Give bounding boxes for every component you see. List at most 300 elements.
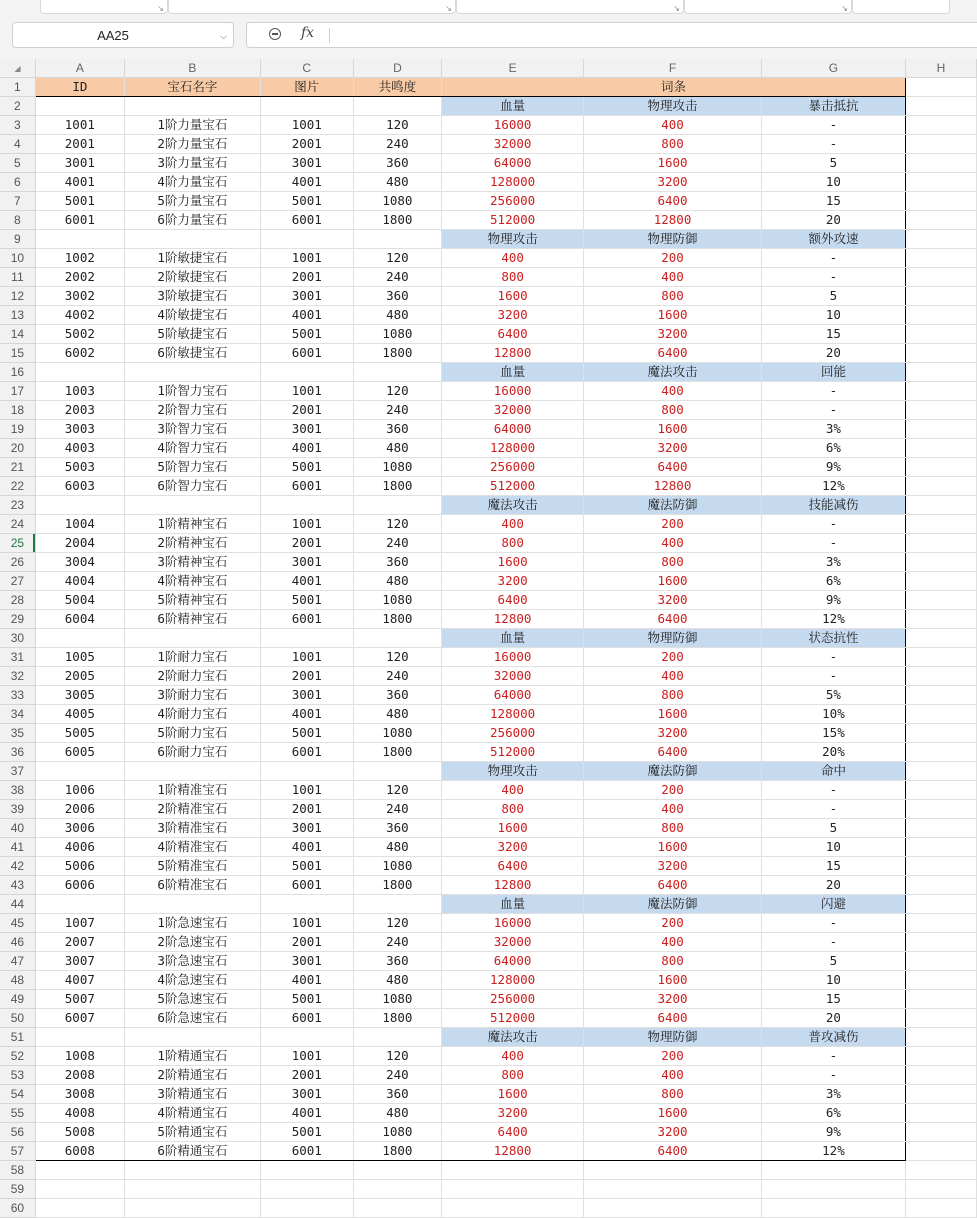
gem-id[interactable]: 4001 xyxy=(35,173,124,192)
cell[interactable] xyxy=(584,1199,762,1218)
gem-name[interactable]: 5阶敏捷宝石 xyxy=(124,325,260,344)
cell[interactable] xyxy=(124,496,260,515)
gem-pic[interactable]: 2001 xyxy=(260,933,353,952)
launcher-arrow-icon[interactable]: ↘ xyxy=(445,4,452,13)
gem-pic[interactable]: 4001 xyxy=(260,1104,353,1123)
stat-value-2[interactable]: 12800 xyxy=(584,211,762,230)
row-header[interactable]: 53 xyxy=(0,1066,35,1085)
gem-pic[interactable]: 6001 xyxy=(260,211,353,230)
gem-id[interactable]: 5006 xyxy=(35,857,124,876)
stat-value-1[interactable]: 128000 xyxy=(442,971,584,990)
cell[interactable] xyxy=(905,1123,976,1142)
row-header[interactable]: 38 xyxy=(0,781,35,800)
stat-value-3[interactable]: - xyxy=(761,401,905,420)
gem-resonance[interactable]: 120 xyxy=(353,116,441,135)
stat-header[interactable]: 物理防御 xyxy=(584,1028,762,1047)
gem-pic[interactable]: 1001 xyxy=(260,781,353,800)
cell[interactable] xyxy=(905,420,976,439)
stat-value-1[interactable]: 1600 xyxy=(442,553,584,572)
stat-value-1[interactable]: 128000 xyxy=(442,439,584,458)
gem-resonance[interactable]: 1800 xyxy=(353,743,441,762)
row-header[interactable]: 46 xyxy=(0,933,35,952)
gem-name[interactable]: 6阶敏捷宝石 xyxy=(124,344,260,363)
stat-value-2[interactable]: 1600 xyxy=(584,572,762,591)
gem-id[interactable]: 2006 xyxy=(35,800,124,819)
stat-value-2[interactable]: 3200 xyxy=(584,1123,762,1142)
gem-name[interactable]: 2阶急速宝石 xyxy=(124,933,260,952)
row-header[interactable]: 12 xyxy=(0,287,35,306)
column-header-d[interactable]: D xyxy=(353,59,441,78)
stat-value-3[interactable]: 15 xyxy=(761,192,905,211)
row-header[interactable]: 8 xyxy=(0,211,35,230)
cell[interactable] xyxy=(905,1142,976,1161)
cell[interactable] xyxy=(905,1104,976,1123)
cell[interactable] xyxy=(124,363,260,382)
stat-value-1[interactable]: 400 xyxy=(442,781,584,800)
stat-value-3[interactable]: 20 xyxy=(761,211,905,230)
gem-pic[interactable]: 3001 xyxy=(260,1085,353,1104)
gem-pic[interactable]: 1001 xyxy=(260,515,353,534)
cell[interactable] xyxy=(353,895,441,914)
launcher-arrow-icon[interactable]: ↘ xyxy=(157,4,164,13)
stat-value-1[interactable]: 800 xyxy=(442,1066,584,1085)
cell[interactable] xyxy=(124,1161,260,1180)
cell[interactable] xyxy=(260,496,353,515)
gem-id[interactable]: 2003 xyxy=(35,401,124,420)
cell[interactable] xyxy=(35,97,124,116)
stat-value-1[interactable]: 16000 xyxy=(442,116,584,135)
cell[interactable] xyxy=(905,439,976,458)
stat-value-3[interactable]: 3% xyxy=(761,553,905,572)
row-header[interactable]: 11 xyxy=(0,268,35,287)
gem-pic[interactable]: 4001 xyxy=(260,173,353,192)
stat-value-3[interactable]: 12% xyxy=(761,610,905,629)
stat-value-2[interactable]: 800 xyxy=(584,952,762,971)
stat-header[interactable]: 魔法防御 xyxy=(584,496,762,515)
cell[interactable] xyxy=(905,515,976,534)
cell[interactable] xyxy=(905,458,976,477)
stat-value-1[interactable]: 3200 xyxy=(442,1104,584,1123)
gem-id[interactable]: 4008 xyxy=(35,1104,124,1123)
cell[interactable] xyxy=(905,648,976,667)
stat-value-1[interactable]: 256000 xyxy=(442,724,584,743)
row-header[interactable]: 22 xyxy=(0,477,35,496)
gem-name[interactable]: 1阶耐力宝石 xyxy=(124,648,260,667)
stat-value-3[interactable]: 5 xyxy=(761,819,905,838)
column-header-g[interactable]: G xyxy=(761,59,905,78)
row-header[interactable]: 36 xyxy=(0,743,35,762)
gem-name[interactable]: 2阶精准宝石 xyxy=(124,800,260,819)
cell[interactable] xyxy=(124,1199,260,1218)
row-header[interactable]: 56 xyxy=(0,1123,35,1142)
gem-resonance[interactable]: 360 xyxy=(353,287,441,306)
gem-name[interactable]: 3阶精准宝石 xyxy=(124,819,260,838)
stat-value-1[interactable]: 6400 xyxy=(442,857,584,876)
stat-value-1[interactable]: 512000 xyxy=(442,1009,584,1028)
row-header[interactable]: 35 xyxy=(0,724,35,743)
cell[interactable] xyxy=(905,97,976,116)
stat-value-2[interactable]: 1600 xyxy=(584,306,762,325)
gem-name[interactable]: 6阶智力宝石 xyxy=(124,477,260,496)
gem-pic[interactable]: 1001 xyxy=(260,1047,353,1066)
row-header[interactable]: 39 xyxy=(0,800,35,819)
gem-name[interactable]: 4阶精通宝石 xyxy=(124,1104,260,1123)
stat-header[interactable]: 物理防御 xyxy=(584,230,762,249)
stat-value-3[interactable]: - xyxy=(761,933,905,952)
gem-id[interactable]: 5002 xyxy=(35,325,124,344)
gem-pic[interactable]: 2001 xyxy=(260,268,353,287)
row-header[interactable]: 26 xyxy=(0,553,35,572)
gem-id[interactable]: 6001 xyxy=(35,211,124,230)
stat-value-1[interactable]: 32000 xyxy=(442,933,584,952)
stat-header[interactable]: 闪避 xyxy=(761,895,905,914)
gem-id[interactable]: 3001 xyxy=(35,154,124,173)
stat-value-3[interactable]: - xyxy=(761,781,905,800)
stat-value-2[interactable]: 400 xyxy=(584,382,762,401)
stat-value-2[interactable]: 3200 xyxy=(584,857,762,876)
row-header[interactable]: 30 xyxy=(0,629,35,648)
stat-value-2[interactable]: 3200 xyxy=(584,990,762,1009)
stat-value-1[interactable]: 400 xyxy=(442,249,584,268)
cell[interactable] xyxy=(905,800,976,819)
stat-value-2[interactable]: 800 xyxy=(584,135,762,154)
gem-resonance[interactable]: 480 xyxy=(353,705,441,724)
gem-id[interactable]: 3005 xyxy=(35,686,124,705)
cell[interactable] xyxy=(905,401,976,420)
cell[interactable] xyxy=(905,553,976,572)
gem-resonance[interactable]: 240 xyxy=(353,534,441,553)
gem-pic[interactable]: 6001 xyxy=(260,1142,353,1161)
gem-name[interactable]: 4阶精神宝石 xyxy=(124,572,260,591)
column-header-a[interactable]: A xyxy=(35,59,124,78)
gem-id[interactable]: 1005 xyxy=(35,648,124,667)
gem-pic[interactable]: 3001 xyxy=(260,154,353,173)
stat-value-2[interactable]: 1600 xyxy=(584,154,762,173)
row-header[interactable]: 45 xyxy=(0,914,35,933)
select-all-corner[interactable] xyxy=(0,59,35,78)
gem-name[interactable]: 5阶急速宝石 xyxy=(124,990,260,1009)
stat-header[interactable]: 物理攻击 xyxy=(584,97,762,116)
cell[interactable] xyxy=(905,1047,976,1066)
gem-name[interactable]: 1阶敏捷宝石 xyxy=(124,249,260,268)
cell[interactable] xyxy=(905,1085,976,1104)
stat-value-1[interactable]: 6400 xyxy=(442,1123,584,1142)
cell[interactable] xyxy=(260,895,353,914)
cell[interactable] xyxy=(260,1028,353,1047)
gem-pic[interactable]: 5001 xyxy=(260,591,353,610)
gem-name[interactable]: 6阶力量宝石 xyxy=(124,211,260,230)
stat-value-2[interactable]: 800 xyxy=(584,819,762,838)
stat-value-1[interactable]: 800 xyxy=(442,534,584,553)
gem-pic[interactable]: 5001 xyxy=(260,857,353,876)
row-header[interactable]: 50 xyxy=(0,1009,35,1028)
stat-value-2[interactable]: 200 xyxy=(584,249,762,268)
stat-value-1[interactable]: 512000 xyxy=(442,743,584,762)
gem-resonance[interactable]: 240 xyxy=(353,1066,441,1085)
cell[interactable] xyxy=(442,1199,584,1218)
gem-resonance[interactable]: 240 xyxy=(353,800,441,819)
stat-value-3[interactable]: - xyxy=(761,268,905,287)
gem-pic[interactable]: 5001 xyxy=(260,325,353,344)
cell[interactable] xyxy=(35,762,124,781)
gem-id[interactable]: 3007 xyxy=(35,952,124,971)
header-pic[interactable]: 图片 xyxy=(260,78,353,97)
row-header[interactable]: 33 xyxy=(0,686,35,705)
ribbon-group-2[interactable] xyxy=(168,0,456,14)
gem-name[interactable]: 3阶智力宝石 xyxy=(124,420,260,439)
gem-resonance[interactable]: 480 xyxy=(353,1104,441,1123)
stat-value-3[interactable]: - xyxy=(761,667,905,686)
cell[interactable] xyxy=(260,363,353,382)
gem-name[interactable]: 5阶精神宝石 xyxy=(124,591,260,610)
gem-id[interactable]: 4002 xyxy=(35,306,124,325)
cell[interactable] xyxy=(905,952,976,971)
cell[interactable] xyxy=(905,591,976,610)
row-header[interactable]: 16 xyxy=(0,363,35,382)
stat-value-2[interactable]: 800 xyxy=(584,553,762,572)
row-header[interactable]: 20 xyxy=(0,439,35,458)
stat-value-3[interactable]: 10 xyxy=(761,173,905,192)
stat-value-1[interactable]: 12800 xyxy=(442,876,584,895)
stat-value-1[interactable]: 256000 xyxy=(442,192,584,211)
cell[interactable] xyxy=(905,363,976,382)
gem-name[interactable]: 4阶急速宝石 xyxy=(124,971,260,990)
cell[interactable] xyxy=(260,1199,353,1218)
stat-value-3[interactable]: 5 xyxy=(761,287,905,306)
stat-header[interactable]: 魔法攻击 xyxy=(584,363,762,382)
stat-header[interactable]: 魔法防御 xyxy=(584,762,762,781)
row-header[interactable]: 15 xyxy=(0,344,35,363)
stat-value-1[interactable]: 128000 xyxy=(442,705,584,724)
row-header[interactable]: 60 xyxy=(0,1199,35,1218)
cell[interactable] xyxy=(905,629,976,648)
row-header[interactable]: 25 xyxy=(0,534,35,553)
gem-id[interactable]: 2001 xyxy=(35,135,124,154)
cell[interactable] xyxy=(905,477,976,496)
chevron-down-icon[interactable]: ⌵ xyxy=(220,31,227,41)
stat-value-1[interactable]: 800 xyxy=(442,800,584,819)
gem-id[interactable]: 2004 xyxy=(35,534,124,553)
cell[interactable] xyxy=(905,1066,976,1085)
cell[interactable] xyxy=(905,572,976,591)
gem-id[interactable]: 2008 xyxy=(35,1066,124,1085)
gem-name[interactable]: 3阶精神宝石 xyxy=(124,553,260,572)
stat-value-3[interactable]: 10 xyxy=(761,306,905,325)
gem-name[interactable]: 1阶精通宝石 xyxy=(124,1047,260,1066)
stat-value-3[interactable]: 3% xyxy=(761,1085,905,1104)
gem-resonance[interactable]: 240 xyxy=(353,135,441,154)
stat-header[interactable]: 物理攻击 xyxy=(442,230,584,249)
row-header[interactable]: 52 xyxy=(0,1047,35,1066)
cell[interactable] xyxy=(353,496,441,515)
cell[interactable] xyxy=(761,1180,905,1199)
cell[interactable] xyxy=(905,857,976,876)
cell[interactable] xyxy=(905,876,976,895)
gem-id[interactable]: 4007 xyxy=(35,971,124,990)
stat-value-2[interactable]: 800 xyxy=(584,401,762,420)
cell[interactable] xyxy=(35,1161,124,1180)
stat-header[interactable]: 魔法攻击 xyxy=(442,496,584,515)
gem-pic[interactable]: 4001 xyxy=(260,705,353,724)
stat-value-2[interactable]: 200 xyxy=(584,914,762,933)
stat-value-2[interactable]: 1600 xyxy=(584,420,762,439)
stat-value-1[interactable]: 3200 xyxy=(442,572,584,591)
cell[interactable] xyxy=(905,895,976,914)
cell[interactable] xyxy=(905,686,976,705)
gem-name[interactable]: 4阶精准宝石 xyxy=(124,838,260,857)
stat-value-3[interactable]: 20 xyxy=(761,1009,905,1028)
gem-resonance[interactable]: 1800 xyxy=(353,211,441,230)
stat-header[interactable]: 命中 xyxy=(761,762,905,781)
stat-value-3[interactable]: 10 xyxy=(761,971,905,990)
gem-id[interactable]: 4005 xyxy=(35,705,124,724)
stat-value-3[interactable]: 10 xyxy=(761,838,905,857)
stat-value-2[interactable]: 400 xyxy=(584,933,762,952)
cell[interactable] xyxy=(353,1180,441,1199)
row-header[interactable]: 48 xyxy=(0,971,35,990)
stat-value-3[interactable]: 12% xyxy=(761,1142,905,1161)
gem-name[interactable]: 2阶力量宝石 xyxy=(124,135,260,154)
gem-name[interactable]: 5阶耐力宝石 xyxy=(124,724,260,743)
row-header[interactable]: 31 xyxy=(0,648,35,667)
gem-pic[interactable]: 6001 xyxy=(260,876,353,895)
corner-triangle-icon[interactable]: ◢ xyxy=(14,64,21,73)
gem-pic[interactable]: 6001 xyxy=(260,344,353,363)
gem-resonance[interactable]: 240 xyxy=(353,667,441,686)
stat-header[interactable]: 血量 xyxy=(442,97,584,116)
stat-header[interactable]: 暴击抵抗 xyxy=(761,97,905,116)
zoom-icon[interactable] xyxy=(269,28,281,40)
cell[interactable] xyxy=(35,629,124,648)
cell[interactable] xyxy=(905,116,976,135)
gem-name[interactable]: 3阶急速宝石 xyxy=(124,952,260,971)
row-header[interactable]: 7 xyxy=(0,192,35,211)
cell[interactable] xyxy=(905,230,976,249)
gem-resonance[interactable]: 120 xyxy=(353,249,441,268)
cell[interactable] xyxy=(905,192,976,211)
cell[interactable] xyxy=(905,382,976,401)
gem-name[interactable]: 3阶精通宝石 xyxy=(124,1085,260,1104)
row-header[interactable]: 32 xyxy=(0,667,35,686)
gem-pic[interactable]: 3001 xyxy=(260,952,353,971)
gem-name[interactable]: 5阶力量宝石 xyxy=(124,192,260,211)
gem-pic[interactable]: 5001 xyxy=(260,192,353,211)
stat-value-1[interactable]: 128000 xyxy=(442,173,584,192)
gem-resonance[interactable]: 120 xyxy=(353,382,441,401)
cell[interactable] xyxy=(905,743,976,762)
stat-value-2[interactable]: 6400 xyxy=(584,458,762,477)
stat-value-3[interactable]: 20 xyxy=(761,344,905,363)
gem-pic[interactable]: 2001 xyxy=(260,534,353,553)
gem-resonance[interactable]: 240 xyxy=(353,933,441,952)
gem-resonance[interactable]: 480 xyxy=(353,173,441,192)
stat-value-1[interactable]: 32000 xyxy=(442,135,584,154)
stat-header[interactable]: 血量 xyxy=(442,363,584,382)
gem-id[interactable]: 6008 xyxy=(35,1142,124,1161)
gem-pic[interactable]: 3001 xyxy=(260,819,353,838)
stat-value-2[interactable]: 6400 xyxy=(584,192,762,211)
cell[interactable] xyxy=(905,610,976,629)
gem-pic[interactable]: 6001 xyxy=(260,610,353,629)
gem-pic[interactable]: 1001 xyxy=(260,249,353,268)
stat-value-2[interactable]: 1600 xyxy=(584,838,762,857)
stat-value-1[interactable]: 1600 xyxy=(442,1085,584,1104)
gem-id[interactable]: 3008 xyxy=(35,1085,124,1104)
stat-value-3[interactable]: - xyxy=(761,382,905,401)
gem-name[interactable]: 4阶力量宝石 xyxy=(124,173,260,192)
gem-id[interactable]: 3002 xyxy=(35,287,124,306)
gem-pic[interactable]: 1001 xyxy=(260,914,353,933)
cell[interactable] xyxy=(260,1180,353,1199)
gem-id[interactable]: 5005 xyxy=(35,724,124,743)
stat-value-2[interactable]: 3200 xyxy=(584,173,762,192)
stat-value-1[interactable]: 3200 xyxy=(442,838,584,857)
gem-name[interactable]: 2阶精通宝石 xyxy=(124,1066,260,1085)
gem-name[interactable]: 2阶耐力宝石 xyxy=(124,667,260,686)
gem-pic[interactable]: 4001 xyxy=(260,306,353,325)
gem-id[interactable]: 1002 xyxy=(35,249,124,268)
stat-value-2[interactable]: 400 xyxy=(584,534,762,553)
stat-value-2[interactable]: 200 xyxy=(584,648,762,667)
cell[interactable] xyxy=(353,629,441,648)
stat-value-3[interactable]: 15 xyxy=(761,857,905,876)
gem-resonance[interactable]: 1080 xyxy=(353,857,441,876)
row-header[interactable]: 57 xyxy=(0,1142,35,1161)
stat-header[interactable]: 物理防御 xyxy=(584,629,762,648)
gem-resonance[interactable]: 1080 xyxy=(353,192,441,211)
cell[interactable] xyxy=(124,762,260,781)
cell[interactable] xyxy=(353,97,441,116)
gem-resonance[interactable]: 120 xyxy=(353,914,441,933)
row-header[interactable]: 37 xyxy=(0,762,35,781)
cell[interactable] xyxy=(124,895,260,914)
column-header-b[interactable]: B xyxy=(124,59,260,78)
stat-value-1[interactable]: 256000 xyxy=(442,458,584,477)
cell[interactable] xyxy=(260,762,353,781)
stat-value-3[interactable]: - xyxy=(761,800,905,819)
cell[interactable] xyxy=(905,306,976,325)
gem-name[interactable]: 2阶精神宝石 xyxy=(124,534,260,553)
row-header[interactable]: 2 xyxy=(0,97,35,116)
row-header[interactable]: 9 xyxy=(0,230,35,249)
gem-pic[interactable]: 2001 xyxy=(260,667,353,686)
stat-value-2[interactable]: 1600 xyxy=(584,705,762,724)
row-header[interactable]: 28 xyxy=(0,591,35,610)
cell[interactable] xyxy=(353,1199,441,1218)
stat-value-3[interactable]: 9% xyxy=(761,1123,905,1142)
column-header-c[interactable]: C xyxy=(260,59,353,78)
row-header[interactable]: 19 xyxy=(0,420,35,439)
gem-name[interactable]: 4阶敏捷宝石 xyxy=(124,306,260,325)
stat-value-3[interactable]: 20% xyxy=(761,743,905,762)
gem-resonance[interactable]: 360 xyxy=(353,1085,441,1104)
gem-pic[interactable]: 3001 xyxy=(260,420,353,439)
gem-pic[interactable]: 1001 xyxy=(260,116,353,135)
cell[interactable] xyxy=(353,1028,441,1047)
row-header[interactable]: 13 xyxy=(0,306,35,325)
gem-resonance[interactable]: 1800 xyxy=(353,610,441,629)
cell[interactable] xyxy=(905,1180,976,1199)
stat-value-2[interactable]: 200 xyxy=(584,1047,762,1066)
cell[interactable] xyxy=(905,838,976,857)
cell[interactable] xyxy=(905,287,976,306)
gem-id[interactable]: 2002 xyxy=(35,268,124,287)
cell[interactable] xyxy=(260,230,353,249)
gem-resonance[interactable]: 480 xyxy=(353,572,441,591)
stat-value-2[interactable]: 6400 xyxy=(584,743,762,762)
cell[interactable] xyxy=(584,1180,762,1199)
gem-resonance[interactable]: 1080 xyxy=(353,458,441,477)
